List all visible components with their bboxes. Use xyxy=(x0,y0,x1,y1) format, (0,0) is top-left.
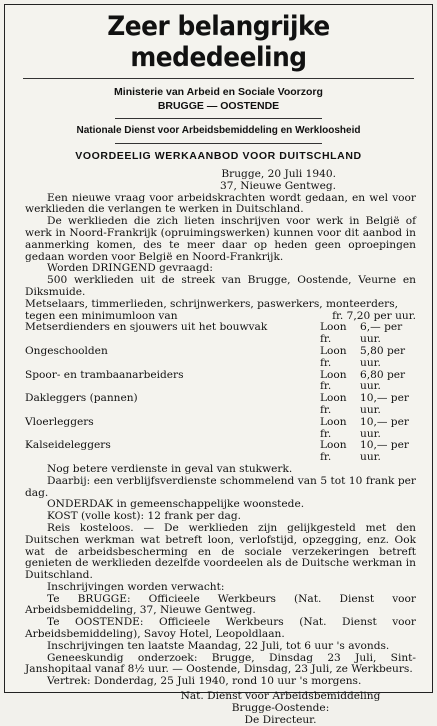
ministry: Ministerie van Arbeid en Sociale Voorzorg xyxy=(114,86,323,98)
wage-loon: Loon fr. xyxy=(320,344,347,369)
offer-title: VOORDEELIG WERKAANBOD VOOR DUITSCHLAND xyxy=(75,150,362,162)
wage-job: Kalseideleggers xyxy=(25,439,111,452)
later-line: Te OOSTENDE: Officieele Werkbeurs (Nat. Dienst voor Arbeidsbemiddeling), Savoy Hotel, Leopoldlaan. xyxy=(25,616,416,641)
paragraph: Een nieuwe vraag voor arbeidskrachten wordt gedaan, en wel voor werklieden die verlangen te werken in Duitschland. xyxy=(25,191,416,216)
wage-amount: 6,80 per uur. xyxy=(360,368,406,393)
later-line: Daarbij: een verblijfsverdienste schommelend van 5 tot 10 frank per dag. xyxy=(25,474,416,499)
later-line: Nog betere verdienste in geval van stukwerk. xyxy=(47,462,293,475)
wage-row xyxy=(25,417,416,441)
trades-line xyxy=(25,299,416,323)
city: BRUGGE — OOSTENDE xyxy=(157,100,280,112)
wage-amount: 6,— per uur. xyxy=(360,321,403,346)
wage-loon: Loon fr. xyxy=(320,439,347,464)
signature-line: De Directeur. xyxy=(244,713,317,726)
headline: Zeer belangrijke mededeeling xyxy=(107,11,330,73)
wage-amount: 5,80 per uur. xyxy=(360,344,406,369)
wage-row xyxy=(25,322,416,346)
address: 37, Nieuwe Gentweg. xyxy=(220,179,336,192)
date-place: Brugge, 20 Juli 1940. xyxy=(221,168,336,180)
signature-line: Brugge-Oostende: xyxy=(231,701,330,714)
wage-loon: Loon fr. xyxy=(320,392,347,416)
later-line: Inschrijvingen worden verwacht: xyxy=(47,580,225,593)
wage-amount: 10,— per uur. xyxy=(360,392,409,416)
paragraph: De werklieden die zich lieten inschrijven voor werk in België of werk in Noord-Frankrijk (opruimingswerken) kunnen voor dit aanbod in aanmerking komen, des te meer daar op heden geen oproepingen gedaan worden voor België en Noord-Frankrijk. xyxy=(25,215,416,263)
wage-job: Metserdienders en sjouwers uit het bouwvak xyxy=(25,321,268,334)
notice xyxy=(4,4,433,726)
worden-line: Worden DRINGEND gevraagd: xyxy=(47,262,213,275)
divider xyxy=(23,78,414,79)
trades-amount: fr. 7,20 per uur. xyxy=(332,309,416,322)
wage-job: Spoor- en trambaanarbeiders xyxy=(25,368,184,381)
wage-row xyxy=(25,346,416,370)
wage-amount: 10,— per uur. xyxy=(360,415,409,440)
wage-row xyxy=(25,370,416,394)
wage-loon: Loon fr. xyxy=(320,415,347,440)
count-line: 500 werklieden uit de streek van Brugge, Oostende, Veurne en Diksmuide. xyxy=(25,274,416,298)
divider xyxy=(115,143,322,144)
later-line: Reis kosteloos. — De werklieden zijn gelijkgesteld met den Duitschen werkman wat betreft loon, verlofstijd, opzegging, enz. Ook wat de arbeidsbescherming en de sociale verzekeringen betreft genieten de werklieden dezelfde voordeelen als de Duitsche werkman in Duitschland. xyxy=(25,521,416,582)
later-line: KOST (volle kost): 12 frank per dag. xyxy=(47,510,241,523)
divider xyxy=(115,118,322,119)
wage-loon: Loon fr. xyxy=(320,368,347,393)
later-line: Te BRUGGE: Officieele Werkbeurs (Nat. Dienst voor Arbeidsbemiddeling, 37, Nieuwe Gentweg. xyxy=(25,592,416,617)
wage-amount: 10,— per uur. xyxy=(360,439,409,464)
wage-job: Vloerleggers xyxy=(25,415,94,428)
service: Nationale Dienst voor Arbeidsbemiddeling en Werkloosheid xyxy=(76,125,361,136)
wage-job: Dakleggers (pannen) xyxy=(25,392,138,405)
later-line: Inschrijvingen ten laatste Maandag, 22 Juli, tot 6 uur 's avonds. xyxy=(47,639,390,652)
body xyxy=(5,169,432,726)
wage-loon: Loon fr. xyxy=(320,321,347,346)
wage-row xyxy=(25,440,416,464)
wage-job: Ongeschoolden xyxy=(25,344,108,357)
later-line: ONDERDAK in gemeenschappelijke woonstede. xyxy=(47,498,305,511)
later-line: Geneeskundig onderzoek: Brugge, Dinsdag 23 Juli, Sint-Janshopitaal vanaf 8½ uur. — Oostende, Dinsdag, 23 Juli, ze Werkbeurs. xyxy=(25,651,416,676)
later-line: Vertrek: Donderdag, 25 Juli 1940, rond 10 uur 's morgens. xyxy=(47,675,362,688)
trades-text: Metselaars, timmerlieden, schrijnwerkers, paswerkers, monteerders, tegen een minimumloon van xyxy=(25,297,399,322)
signature-line: Nat. Dienst voor Arbeidsbemiddeling xyxy=(180,690,381,703)
wage-row xyxy=(25,393,416,417)
